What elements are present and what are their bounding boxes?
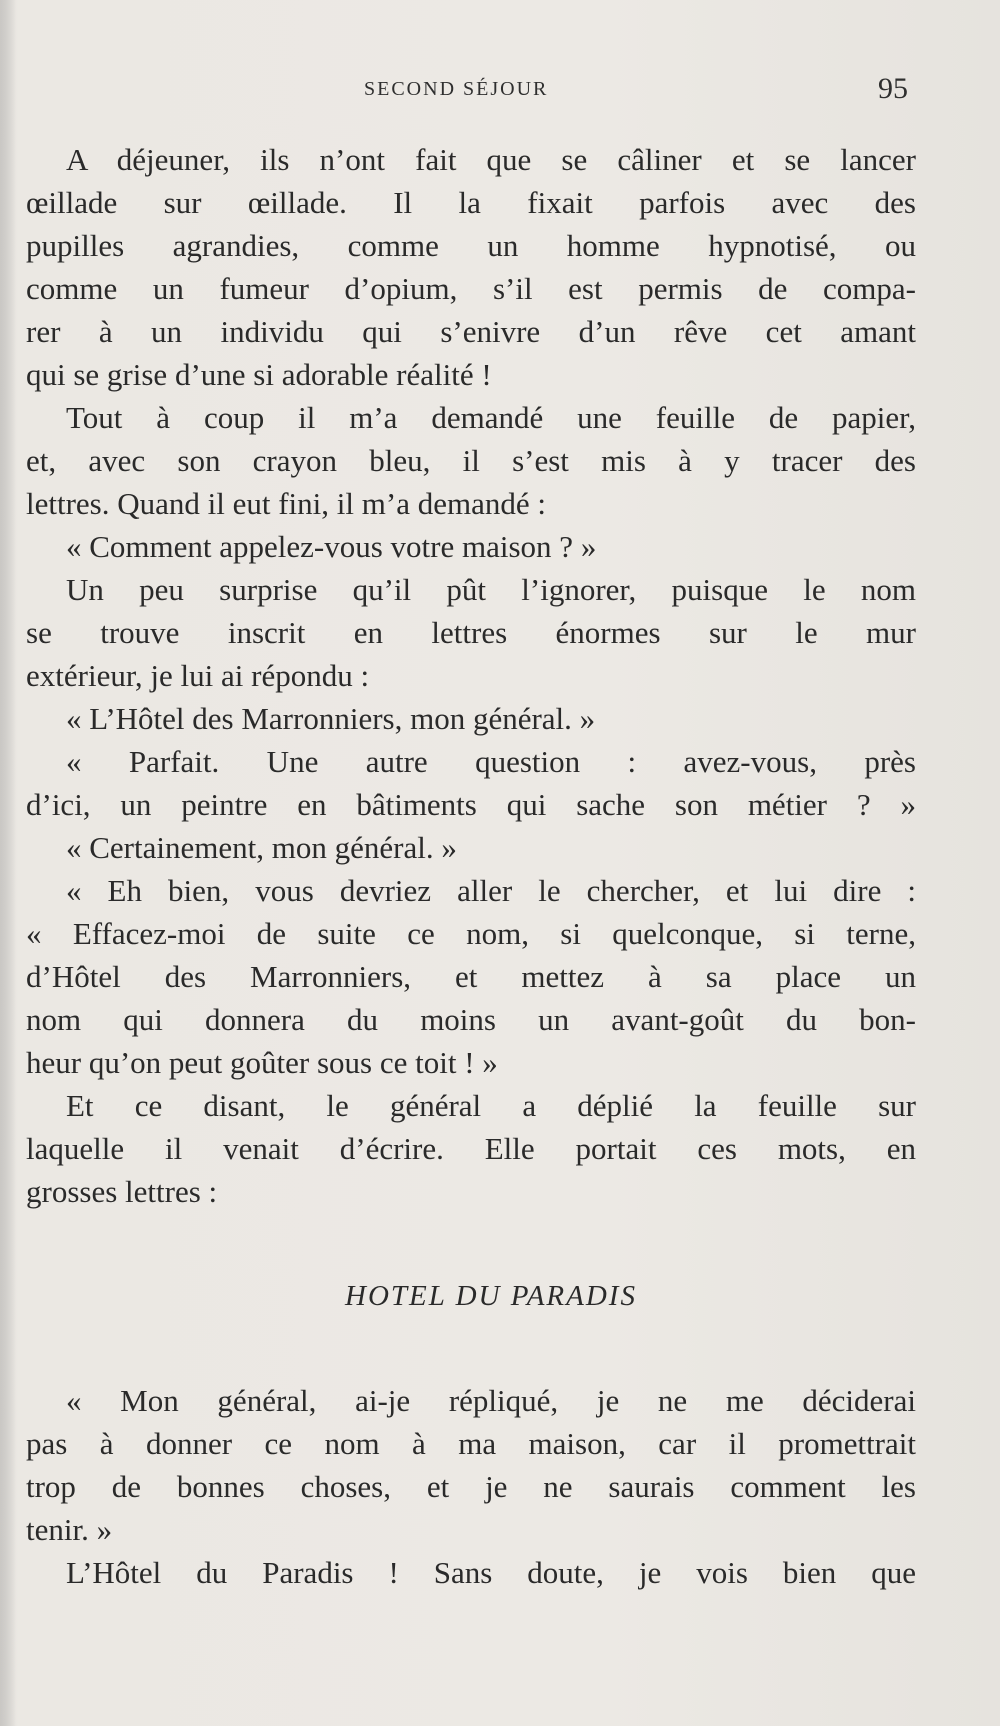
text-line: d’Hôtel des Marronniers, et mettez à sa place un: [26, 959, 916, 994]
text-line: trop de bonnes choses, et je ne saurais comment les: [26, 1469, 916, 1504]
text-line: œillade sur œillade. Il la fixait parfois avec des: [26, 185, 916, 220]
text-line: L’Hôtel du Paradis ! Sans doute, je vois bien que: [66, 1555, 916, 1590]
text-line: « Comment appelez-vous votre maison ? »: [66, 529, 597, 564]
spacer: [26, 1213, 916, 1243]
running-head: [0, 72, 1000, 118]
text-line: pupilles agrandies, comme un homme hypnotisé, ou: [26, 228, 916, 263]
text-line: Un peu surprise qu’il pût l’ignorer, puisque le nom: [66, 572, 916, 607]
text-line: « Mon général, ai-je répliqué, je ne me déciderai: [66, 1383, 916, 1418]
text-line: tenir. »: [26, 1512, 113, 1547]
text-line: « Eh bien, vous devriez aller le chercher, et lui dire :: [66, 873, 916, 908]
text-line: et, avec son crayon bleu, il s’est mis à y tracer des: [26, 443, 916, 478]
text-line: Tout à coup il m’a demandé une feuille de papier,: [66, 400, 916, 435]
spacer: [26, 1349, 916, 1379]
page-number: 95: [878, 72, 908, 105]
text-line: « L’Hôtel des Marronniers, mon général. »: [66, 701, 596, 736]
running-title: SECOND SÉJOUR: [364, 78, 549, 100]
text-line: nom qui donnera du moins un avant-goût du bon-: [26, 1002, 916, 1037]
text-line: « Effacez-moi de suite ce nom, si quelconque, si terne,: [26, 916, 916, 951]
text-line: d’ici, un peintre en bâtiments qui sache son métier ? »: [26, 787, 916, 822]
text-line: pas à donner ce nom à ma maison, car il promettrait: [26, 1426, 916, 1461]
text-line: comme un fumeur d’opium, s’il est permis de compa-: [26, 271, 916, 306]
text-line: A déjeuner, ils n’ont fait que se câliner et se lancer: [66, 142, 916, 177]
text-line: qui se grise d’une si adorable réalité !: [26, 357, 492, 392]
text-line: grosses lettres :: [26, 1174, 218, 1209]
body-text: [26, 138, 916, 1594]
text-line: rer à un individu qui s’enivre d’un rêve cet amant: [26, 314, 916, 349]
text-line: lettres. Quand il eut fini, il m’a demandé :: [26, 486, 546, 521]
text-line: « Parfait. Une autre question : avez-vous, près: [66, 744, 916, 779]
text-line: Et ce disant, le général a déplié la feuille sur: [66, 1088, 916, 1123]
text-line: heur qu’on peut goûter sous ce toit ! »: [26, 1045, 498, 1080]
text-line: « Certainement, mon général. »: [66, 830, 457, 865]
sign-text: HOTEL DU PARADIS: [345, 1280, 637, 1312]
text-line: extérieur, je lui ai répondu :: [26, 658, 370, 693]
page-edge-shadow: [0, 0, 16, 1726]
text-line: se trouve inscrit en lettres énormes sur le mur: [26, 615, 916, 650]
text-line: laquelle il venait d’écrire. Elle portait ces mots, en: [26, 1131, 916, 1166]
